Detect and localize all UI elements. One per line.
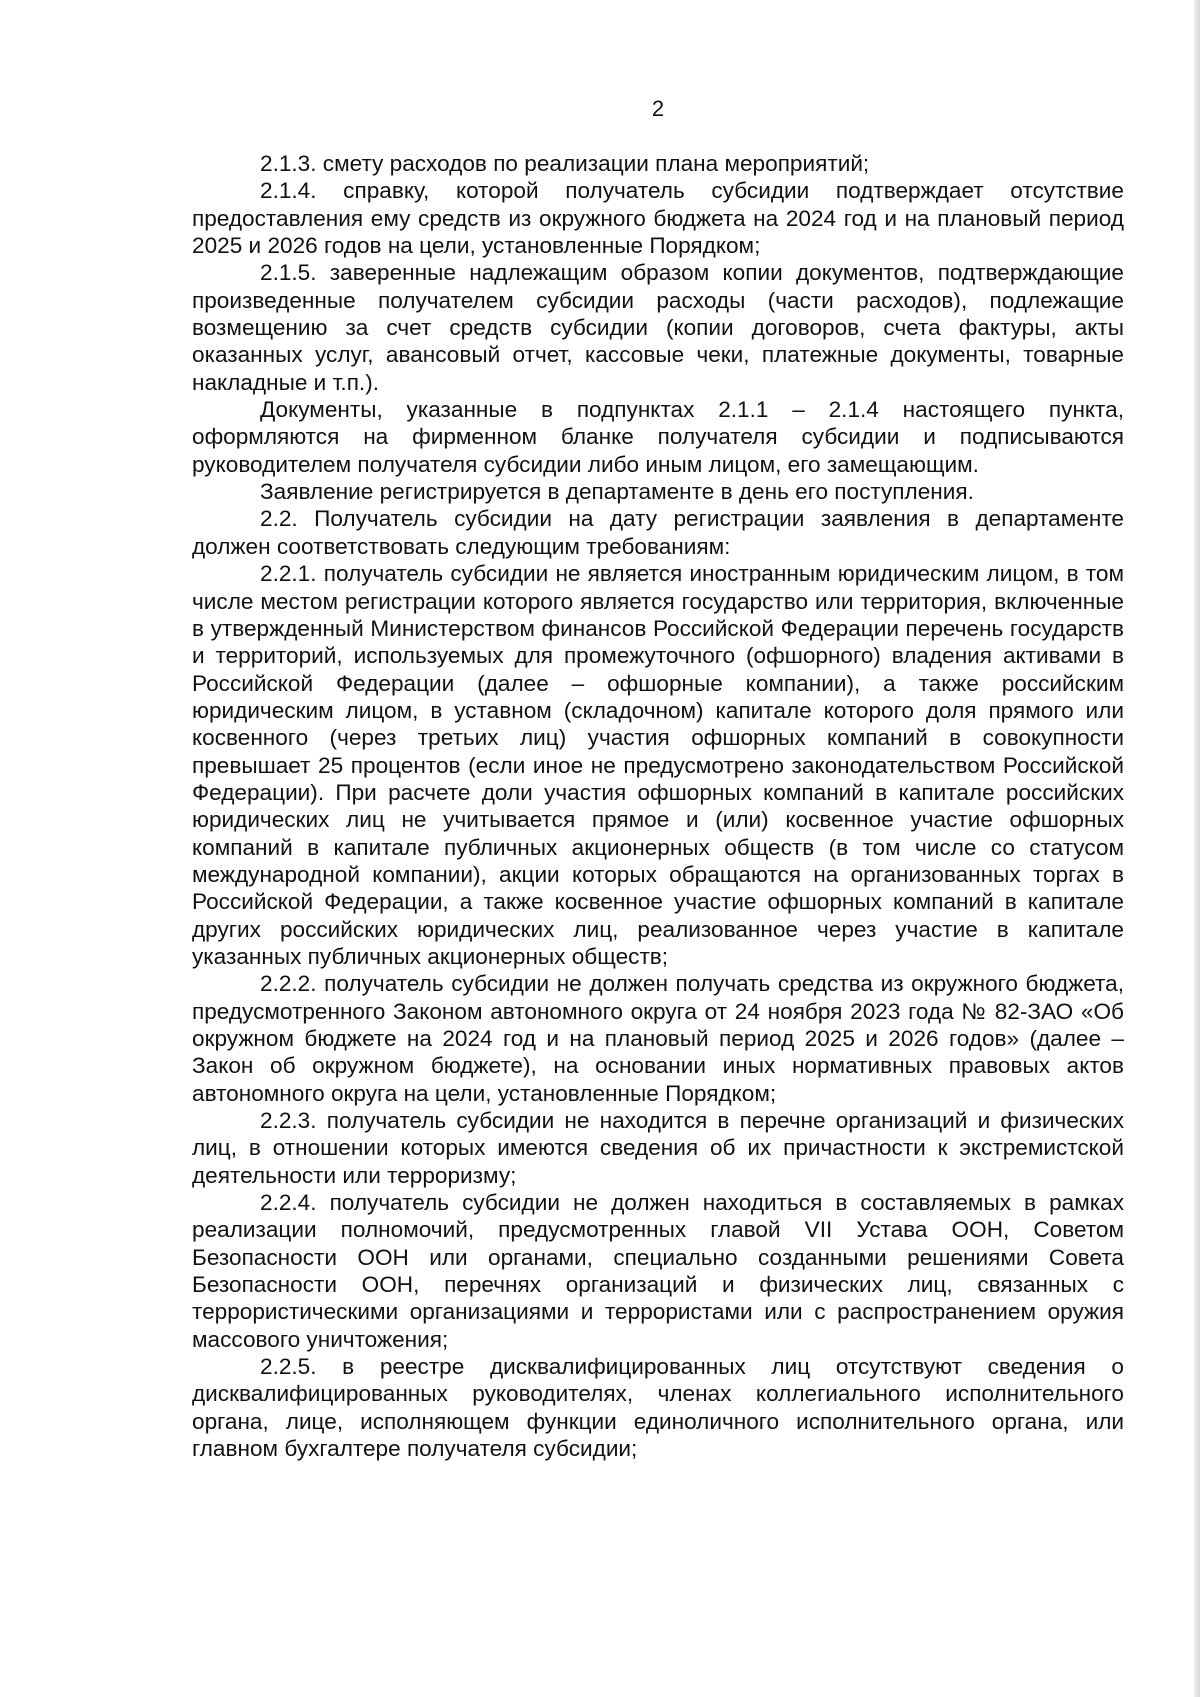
paragraph-documents-note: Документы, указанные в подпунктах 2.1.1 – 2.1.4 настоящего пункта, оформляются на фирменном бланке получателя субсидии и подписываются руководителем получателя субсидии либо иным лицом, его замещающим. (192, 397, 1124, 477)
paragraph-2-2: 2.2. Получатель субсидии на дату регистрации заявления в департаменте должен соответствовать следующим требованиям: (192, 506, 1124, 559)
paragraph-2-2-1: 2.2.1. получатель субсидии не является иностранным юридическим лицом, в том числе местом регистрации которого является государство или территория, включенные в утвержденный Министерством финансов Российской Федерации перечень государств и территорий, используемых для промежуточного (офшорного) владения активами в Российской Федерации (далее – офшорные компании), а также российским юридическим лицом, в уставном (складочном) капитале которого доля прямого или косвенного (через третьих лиц) участия офшорных компаний в совокупности превышает 25 процентов (если иное не предусмотрено законодательством Российской Федерации). При расчете доли участия офшорных компаний в капитале российских юридических лиц не учитывается прямое и (или) косвенное участие офшорных компаний в капитале публичных акционерных обществ (в том числе со статусом международной компании), акции которых обращаются на организованных торгах в Российской Федерации, а также косвенное участие офшорных компаний в капитале других российских юридических лиц, реализованное через участие в капитале указанных публичных акционерных обществ; (192, 561, 1124, 969)
paragraph-registration-note: Заявление регистрируется в департаменте в день его поступления. (260, 479, 974, 505)
paragraph-2-1-5: 2.1.5. заверенные надлежащим образом копии документов, подтверждающие произведенные получателем субсидии расходы (части расходов), подлежащие возмещению за счет средств субсидии (копии договоров, счета фактуры, акты оказанных услуг, авансовый отчет, кассовые чеки, платежные документы, товарные накладные и т.п.). (192, 260, 1124, 395)
page-edge-shadow (1194, 0, 1200, 1697)
paragraph-2-2-3: 2.2.3. получатель субсидии не находится в перечне организаций и физических лиц, в отношении которых имеются сведения об их причастности к экстремистской деятельности или терроризму; (192, 1108, 1124, 1188)
paragraph-2-2-4: 2.2.4. получатель субсидии не должен находиться в составляемых в рамках реализации полномочий, предусмотренных главой VII Устава ООН, Советом Безопасности ООН или органами, специально созданными решениями Совета Безопасности ООН, перечнях организаций и физических лиц, связанных с террористическими организациями и террористами или с распространением оружия массового уничтожения; (192, 1190, 1124, 1352)
paragraph-2-1-4: 2.1.4. справку, которой получатель субсидии подтверждает отсутствие предоставления ему средств из окружного бюджета на 2024 год и на плановый период 2025 и 2026 годов на цели, установленные Порядком; (192, 178, 1124, 259)
document-body (192, 150, 1124, 1463)
page-number: 2 (651, 96, 665, 121)
paragraph-2-1-3: 2.1.3. смету расходов по реализации плана мероприятий; (260, 151, 870, 176)
paragraph-2-2-5: 2.2.5. в реестре дисквалифицированных лиц отсутствуют сведения о дисквалифицированных руководителях, членах коллегиального исполнительного органа, лице, исполняющем функции единоличного исполнительного органа, или главном бухгалтере получателя субсидии; (192, 1354, 1124, 1462)
paragraph-2-2-2: 2.2.2. получатель субсидии не должен получать средства из окружного бюджета, предусмотренного Законом автономного округа от 24 ноября 2023 года № 82-ЗАО «Об окружном бюджете на 2024 год и на плановый период 2025 и 2026 годов» (далее – Закон об окружном бюджете), на основании иных нормативных правовых актов автономного округа на цели, установленные Порядком; (192, 971, 1124, 1106)
